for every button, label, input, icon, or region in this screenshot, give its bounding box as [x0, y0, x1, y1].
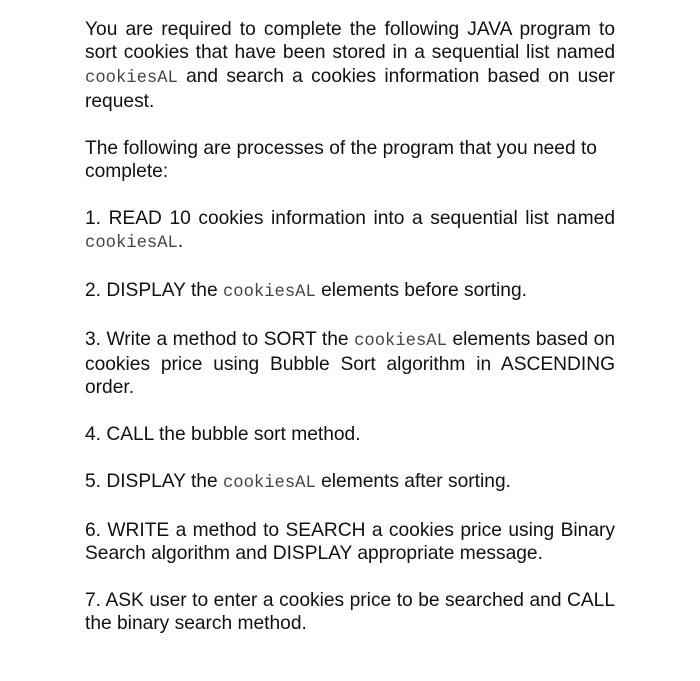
document-body	[85, 18, 615, 659]
step-4-paragraph: 4. CALL the bubble sort method.	[85, 424, 361, 446]
code-identifier: cookiesAL	[222, 473, 316, 493]
code-identifier: cookiesAL	[85, 68, 178, 88]
processes-intro-paragraph: The following are processes of the program that you need to complete:	[85, 137, 597, 182]
step-7-paragraph: 7. ASK user to enter a cookies price to be searched and CALL the binary search method.	[85, 589, 615, 635]
step-1-paragraph: 1. READ 10 cookies information into a sequential list named cookiesAL.	[85, 207, 615, 254]
code-identifier: cookiesAL	[222, 282, 316, 302]
intro-paragraph: You are required to complete the following JAVA program to sort cookies that have been stored in a sequential list named cookiesAL and search a cookies information based on user request.	[85, 19, 615, 112]
step-5-paragraph: 5. DISPLAY the cookiesAL elements after sorting.	[85, 470, 511, 493]
step-6-paragraph: 6. WRITE a method to SEARCH a cookies price using Binary Search algorithm and DISPLAY appropriate message.	[85, 519, 615, 564]
step-3-paragraph: 3. Write a method to SORT the cookiesAL elements based on cookies price using Bubble Sort algorithm in ASCENDING order.	[85, 328, 615, 399]
step-2-paragraph: 2. DISPLAY the cookiesAL elements before sorting.	[85, 279, 527, 302]
code-identifier: cookiesAL	[354, 331, 447, 351]
code-identifier: cookiesAL	[85, 234, 178, 254]
